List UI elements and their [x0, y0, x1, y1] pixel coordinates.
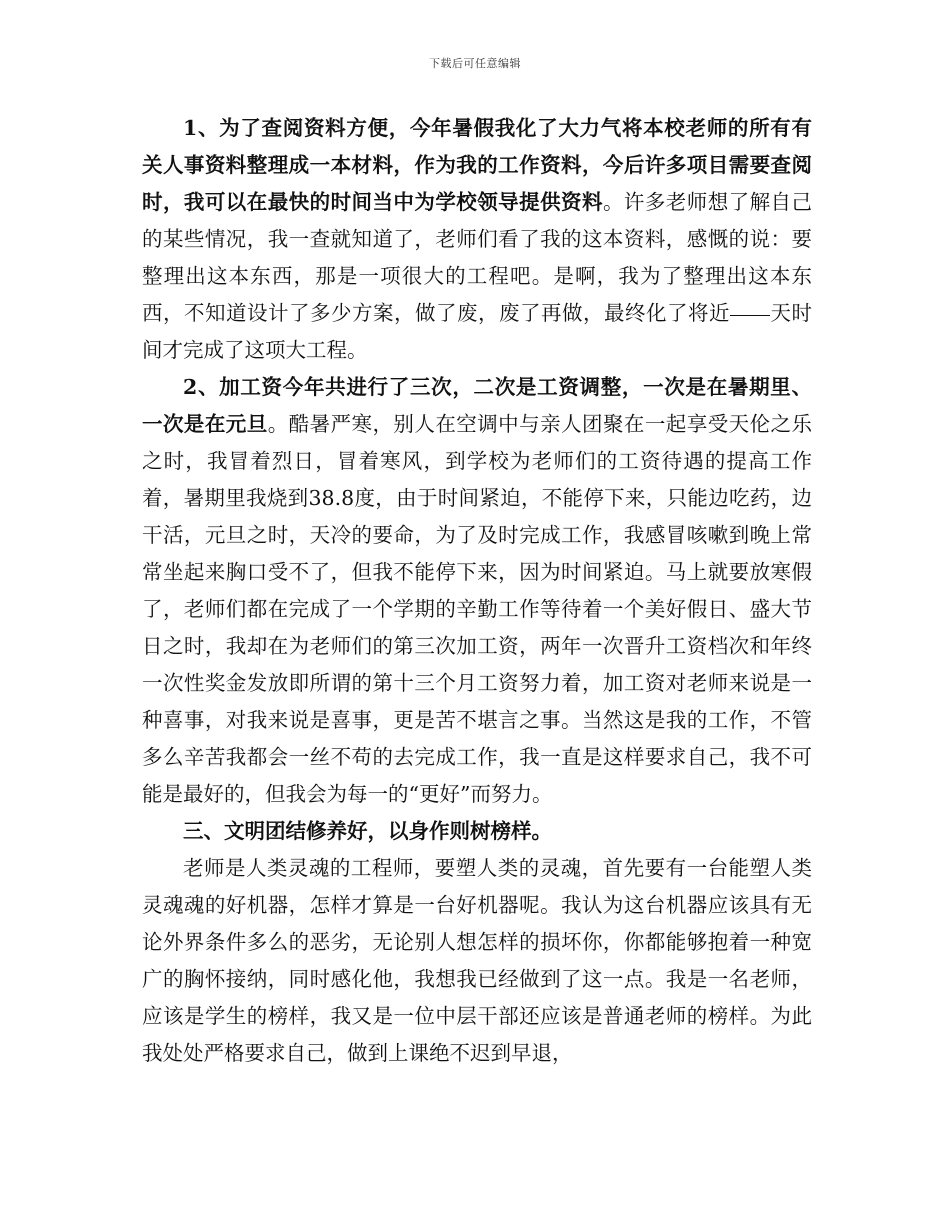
paragraph-2-bold-text: 2、加工资今年共进行了三次，二次是工资调整，一次是在暑期里、一次是在元旦: [142, 375, 812, 436]
paragraph-1: [142, 110, 812, 369]
section-heading-3: 三、文明团结修养好，以身作则树榜样。: [183, 819, 552, 843]
paragraph-1-bold-text: 1、为了查阅资料方便，今年暑假我化了大力气将本校老师的所有有关人事资料整理成一本材料，作为我的工作资料，今后许多项目需要查阅时，我可以在最快的时间当中为学校领导提供资料: [142, 116, 812, 214]
document-body: [142, 110, 812, 1072]
fill-in-blank: [730, 314, 770, 316]
paragraph-2-text: 。酷暑严寒，别人在空调中与亲人团聚在一起享受天伦之乐之时，我冒着烈日，冒着寒风，到学校为老师们的工资待遇的提高工作着，暑期里我烧到38.8度，由于时间紧迫，不能停下来，只能边吃药，边干活，元旦之时，天冷的要命，为了及时完成工作，我感冒咳嗽到晚上常常坐起来胸口受不了，但我不能停下来，因为时间紧迫。马上就要放寒假了，老师们都在完成了一个学期的辛勤工作等待着一个美好假日、盛大节日之时，我却在为老师们的第三次加工资，两年一次晋升工资档次和年终一次性奖金发放即所谓的第十三个月工资努力着，加工资对老师来说是一种喜事，对我来说是喜事，更是苦不堪言之事。当然这是我的工作，不管多么辛苦我都会一丝不苟的去完成工作，我一直是这样要求自己，我不可能是最好的，但我会为每一的“更好”而努力。: [142, 412, 813, 806]
paragraph-1-text-end: 天时间才完成了这项大工程。: [142, 301, 812, 362]
paragraph-3: 老师是人类灵魂的工程师，要塑人类的灵魂，首先要有一台能塑人类灵魂魂的好机器，怎样才算是一台好机器呢。我认为这台机器应该具有无论外界条件多么的恶劣，无论别人想怎样的损坏你，你都能够抱着一种宽广的胸怀接纳，同时感化他，我想我已经做到了这一点。我是一名老师，应该是学生的榜样，我又是一位中层干部还应该是普通老师的榜样。为此我处处严格要求自己，做到上课绝不迟到早退，: [142, 856, 812, 1065]
header-note: 下载后可任意编辑: [429, 57, 521, 70]
paragraph-1-text: 。许多老师想了解自己的某些情况，我一查就知道了，老师们看了我的这本资料，感慨的说：要整理出这本东西，那是一项很大的工程吧。是啊，我为了整理出这本东西，不知道设计了多少方案，做了废，废了再做，最终化了将近: [142, 190, 813, 325]
paragraph-2: [142, 369, 812, 813]
